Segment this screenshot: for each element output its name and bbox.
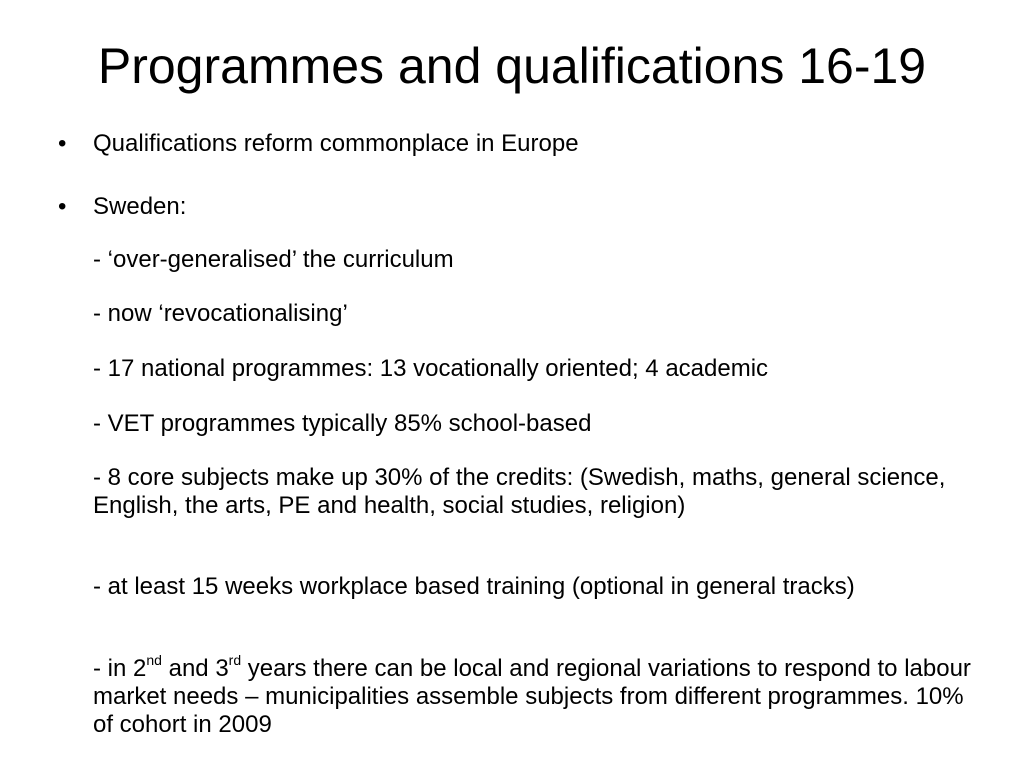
sub-point-national-programmes: - 17 national programmes: 13 vocationally oriented; 4 academic <box>93 355 769 382</box>
slide-title: Programmes and qualifications 16-19 <box>97 38 927 94</box>
bullet-marker: • <box>58 193 67 220</box>
bullet-marker: • <box>58 130 67 157</box>
superscript-nd: nd <box>146 652 162 668</box>
bullet-item-sweden: Sweden: <box>93 193 187 220</box>
sub-point-revocationalising: - now ‘revocationalising’ <box>93 300 348 327</box>
superscript-rd: rd <box>228 652 242 668</box>
sub-point-workplace-training: - at least 15 weeks workplace based training (optional in general tracks) <box>93 573 855 600</box>
local-variations-text-2: and 3 <box>161 655 229 682</box>
bullet-item-qualifications-reform: Qualifications reform commonplace in Europe <box>93 130 579 157</box>
sub-point-vet-programmes: - VET programmes typically 85% school-based <box>93 410 592 437</box>
local-variations-text-3: years there can be local and regional variations to respond to labour market needs – municipalities assemble subjects from different programmes. 10% of cohort in 2009 <box>93 655 971 738</box>
sub-point-core-subjects: - 8 core subjects make up 30% of the credits: (Swedish, maths, general science, English, the arts, PE and health, social studies, religion) <box>93 464 946 519</box>
sub-point-local-variations <box>93 652 973 739</box>
local-variations-text-1: - in 2 <box>93 655 147 682</box>
sub-point-over-generalised: - ‘over-generalised’ the curriculum <box>93 246 454 273</box>
